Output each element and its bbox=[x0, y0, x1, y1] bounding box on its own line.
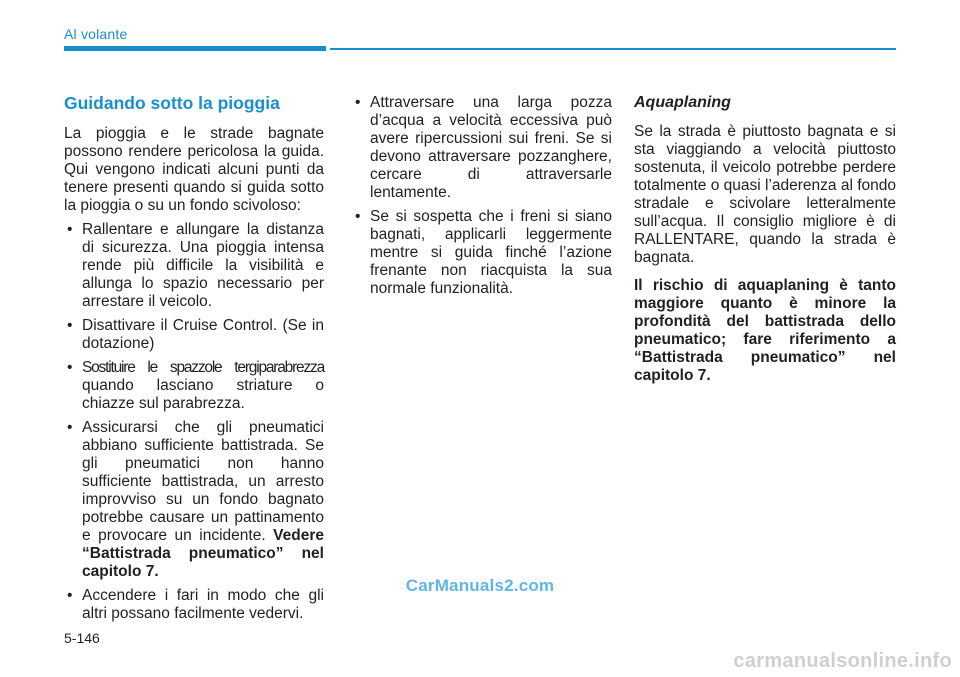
section-title: Guidando sotto la pioggia bbox=[64, 93, 280, 113]
header-rule-line bbox=[330, 48, 896, 50]
list-item: • Rallentare e allungare la distanza di sicurezza. Una pioggia intensa rende più difficile la visibilità e allunga lo spazio necessario per arrestare il veicolo. bbox=[64, 221, 324, 311]
list-item: • Se si sospetta che i freni si siano bagnati, applicarli leggermente mentre si guida finché l’azione frenante non riacquista la sua normale funzionalità. bbox=[352, 208, 612, 298]
column-left bbox=[64, 92, 324, 629]
chapter-reference: Vedere “Battistrada pneumatico” nel capitolo 7. bbox=[82, 527, 324, 580]
aquaplaning-warning: Il rischio di aquaplaning è tanto maggiore quanto è minore la profondità del battistrada dello pneumatico; fare riferimento a “Battistrada pneumatico” nel capitolo 7. bbox=[634, 277, 896, 384]
aquaplaning-paragraph: Se la strada è piuttosto bagnata e si sta viaggiando a velocità piuttosto sostenuta, il veicolo potrebbe perdere totalmente o quasi l’aderenza al fondo stradale e scivolare letteralmente sull’acqua. Il consiglio migliore è di RALLENTARE, quando la strada è bagnata. bbox=[634, 123, 896, 266]
bullet-text: Assicurarsi che gli pneumatici abbiano sufficiente battistrada. Se gli pneumatici non hanno sufficiente battistrada, un arresto improvviso su un fondo bagnato potrebbe causare un pattinamento e provocare un incidente. bbox=[82, 419, 324, 544]
rain-tips-list bbox=[64, 221, 324, 623]
list-item: • Attraversare una larga pozza d’acqua a velocità eccessiva può avere ripercussioni sui freni. Se si devono attraversare pozzanghere, cercare di attraversarle lentamente. bbox=[352, 94, 612, 202]
column-middle bbox=[352, 94, 612, 304]
list-item bbox=[64, 359, 324, 413]
list-item: • Accendere i fari in modo che gli altri possano facilmente vedervi. bbox=[64, 587, 324, 623]
subsection-title: Aquaplaning bbox=[634, 94, 731, 111]
bullet-text-condensed: Sostituire le spazzole tergiparabrezza bbox=[82, 359, 324, 376]
header-rule-accent bbox=[64, 46, 326, 51]
column-right bbox=[634, 92, 896, 391]
bullet-text: quando lasciano striature o chiazze sul parabrezza. bbox=[82, 377, 324, 412]
list-item bbox=[64, 419, 324, 581]
water-tips-list bbox=[352, 94, 612, 298]
watermark-link[interactable]: CarManuals2.com bbox=[405, 576, 555, 595]
list-item: • Disattivare il Cruise Control. (Se in dotazione) bbox=[64, 317, 324, 353]
page-number: 5-146 bbox=[64, 630, 100, 646]
footer-watermark: carmanualsonline.info bbox=[733, 650, 952, 672]
chapter-label: Al volante bbox=[64, 26, 128, 42]
intro-paragraph: La pioggia e le strade bagnate possono rendere pericolosa la guida. Qui vengono indicati alcuni punti da tenere presenti quando si guida sotto la pioggia o su un fondo scivoloso: bbox=[64, 125, 324, 214]
